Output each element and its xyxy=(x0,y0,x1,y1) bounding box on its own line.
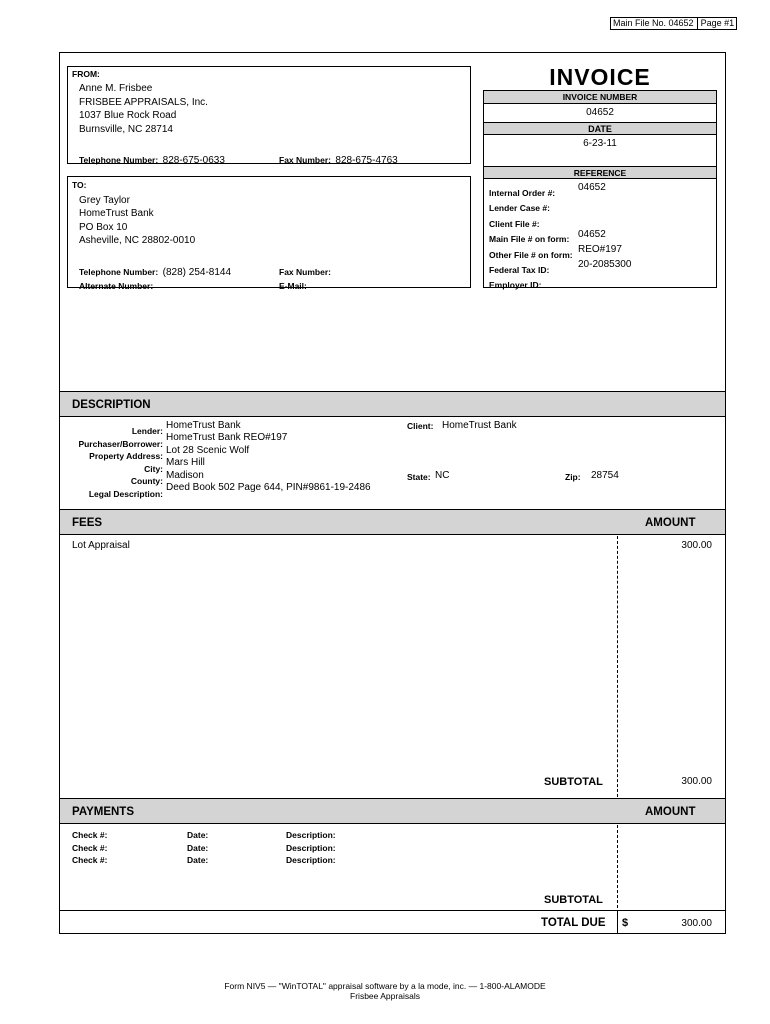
city-label-text: City: xyxy=(144,464,163,474)
footer-company-line: Frisbee Appraisals xyxy=(350,991,420,1001)
invoice-number-label: INVOICE NUMBER xyxy=(484,91,716,104)
legal-value: Deed Book 502 Page 644, PIN#9861-19-2486 xyxy=(166,482,371,493)
total-due-value: 300.00 xyxy=(681,918,712,929)
from-fax xyxy=(279,150,398,168)
to-alternate xyxy=(79,276,153,294)
from-fax-value: 828-675-4763 xyxy=(335,155,398,166)
to-tel-label: Telephone Number: xyxy=(79,267,159,277)
client-value: HomeTrust Bank xyxy=(442,420,517,431)
fees-subtotal-label: SUBTOTAL xyxy=(544,776,603,788)
payments-subtotal-label: SUBTOTAL xyxy=(544,894,603,906)
date-label-3: Date: xyxy=(187,855,209,865)
to-name: Grey Taylor xyxy=(79,195,130,206)
fee-item-desc: Lot Appraisal xyxy=(72,540,130,551)
ref-label: Client File #: xyxy=(489,219,540,229)
total-divider xyxy=(60,910,725,911)
from-street: 1037 Blue Rock Road xyxy=(79,110,177,121)
from-box xyxy=(67,66,471,164)
ref-label: Internal Order #: xyxy=(489,188,556,198)
main-file-number: 04652 xyxy=(668,18,694,28)
address-value: Lot 28 Scenic Wolf xyxy=(166,445,250,456)
from-company: FRISBEE APPRAISALS, Inc. xyxy=(79,97,208,108)
to-street: PO Box 10 xyxy=(79,222,128,233)
description-header xyxy=(60,391,725,417)
footer xyxy=(100,981,670,1001)
check-label-1: Check #: xyxy=(72,830,108,840)
county-value: Madison xyxy=(166,470,204,481)
fees-amount-label: AMOUNT xyxy=(645,517,696,529)
date-label-2: Date: xyxy=(187,843,209,853)
page-number: Page #1 xyxy=(700,18,735,28)
legal-label xyxy=(60,484,163,502)
client-label: Client: xyxy=(407,421,434,431)
from-fax-label: Fax Number: xyxy=(279,155,331,165)
fee-item-amount: 300.00 xyxy=(681,540,712,551)
from-tel-value: 828-675-0633 xyxy=(162,155,225,166)
to-company: HomeTrust Bank xyxy=(79,208,154,219)
lender-value: HomeTrust Bank xyxy=(166,420,241,431)
desc-label-3: Description: xyxy=(286,855,336,865)
from-name: Anne M. Frisbee xyxy=(79,83,153,94)
ref-federal-tax-value: 20-2085300 xyxy=(578,259,632,270)
address-label-text: Property Address: xyxy=(89,451,163,461)
state-value: NC xyxy=(435,470,450,481)
total-due-label: TOTAL DUE xyxy=(541,917,606,929)
fees-column-divider xyxy=(617,536,618,797)
check-label-2: Check #: xyxy=(72,843,108,853)
zip-value: 28754 xyxy=(591,470,619,481)
to-city: Asheville, NC 28802-0010 xyxy=(79,235,196,246)
ref-label: Federal Tax ID: xyxy=(489,265,550,275)
invoice-title: INVOICE xyxy=(549,64,651,90)
lender-label-text: Lender: xyxy=(131,426,163,436)
ref-employer-id xyxy=(489,275,541,293)
main-file-reference xyxy=(610,17,737,30)
purchaser-value: HomeTrust Bank REO#197 xyxy=(166,432,288,443)
fees-subtotal-value: 300.00 xyxy=(681,776,712,787)
purchaser-label-text: Purchaser/Borrower: xyxy=(78,439,163,449)
to-box xyxy=(67,176,471,291)
to-label: TO: xyxy=(72,180,87,190)
total-column-divider xyxy=(617,910,618,933)
to-email xyxy=(279,276,307,294)
reference-label: REFERENCE xyxy=(484,166,716,179)
fees-header xyxy=(60,509,725,535)
to-tel-value: (828) 254-8144 xyxy=(162,267,232,278)
from-label: FROM: xyxy=(72,69,100,79)
ref-other-file-value: REO#197 xyxy=(578,244,622,255)
from-telephone xyxy=(79,150,225,168)
city-value: Mars Hill xyxy=(166,457,205,468)
main-file-label: Main File No. xyxy=(613,18,667,28)
ref-label: Lender Case #: xyxy=(489,203,550,213)
invoice-info-box xyxy=(483,90,717,288)
to-fax-label: Fax Number: xyxy=(279,267,331,277)
to-alt-label: Alternate Number: xyxy=(79,281,154,291)
legal-label-text: Legal Description: xyxy=(88,489,163,499)
payments-amount-label: AMOUNT xyxy=(645,806,696,818)
payments-header xyxy=(60,798,725,824)
from-city: Burnsville, NC 28714 xyxy=(79,124,173,135)
fees-title: FEES xyxy=(72,517,103,529)
date-label-1: Date: xyxy=(187,830,209,840)
check-label-3: Check #: xyxy=(72,855,108,865)
invoice-date-value: 6-23-11 xyxy=(583,138,617,149)
desc-label-2: Description: xyxy=(286,843,336,853)
invoice-date-label: DATE xyxy=(484,122,716,135)
footer-software-line: Form NIV5 — "WinTOTAL" appraisal software by a la mode, inc. — 1-800-ALAMODE xyxy=(224,981,546,991)
state-label: State: xyxy=(407,472,431,482)
zip-label: Zip: xyxy=(565,472,581,482)
to-email-label: E-Mail: xyxy=(279,281,307,291)
county-label-text: County: xyxy=(130,476,163,486)
ref-label: Employer ID: xyxy=(489,280,542,290)
ref-main-file-value: 04652 xyxy=(578,229,606,240)
desc-label-1: Description: xyxy=(286,830,336,840)
ref-label: Main File # on form: xyxy=(489,234,570,244)
from-tel-label: Telephone Number: xyxy=(79,155,159,165)
ref-label: Other File # on form: xyxy=(489,250,573,260)
description-title: DESCRIPTION xyxy=(72,399,151,411)
invoice-number-value: 04652 xyxy=(586,107,614,118)
ref-internal-order-value: 04652 xyxy=(578,182,606,193)
currency-symbol: $ xyxy=(622,917,629,929)
payments-title: PAYMENTS xyxy=(72,806,134,818)
